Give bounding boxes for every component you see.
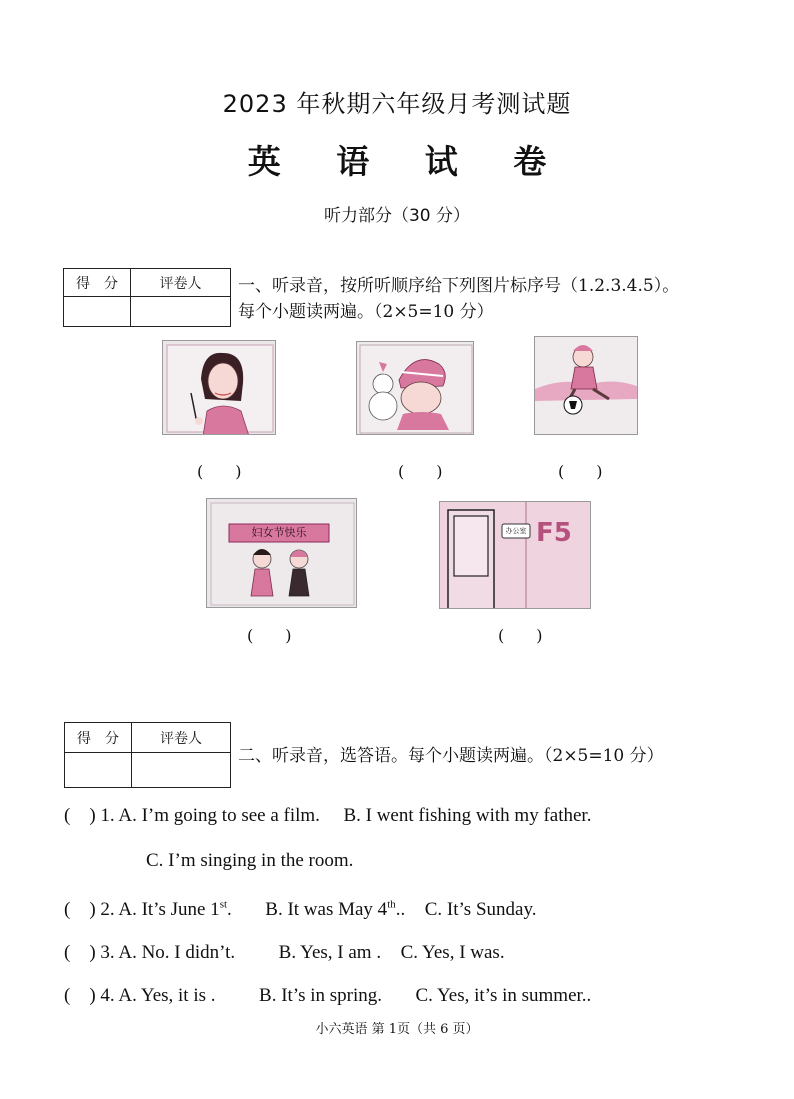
answer-paren[interactable]: ( ) bbox=[64, 985, 96, 1006]
page-footer: 小六英语 第 1页（共 6 页） bbox=[315, 1022, 479, 1037]
answer-paren[interactable]: ( ) bbox=[64, 942, 96, 963]
picture-girl-snowman bbox=[356, 341, 474, 435]
answer-blank-4[interactable]: ( ) bbox=[247, 626, 292, 645]
question-number: 3. bbox=[100, 942, 115, 963]
section-title: 听力部分（30 分） bbox=[323, 206, 471, 226]
score-cell[interactable] bbox=[65, 753, 132, 788]
option-a: A. I’m going to see a film. bbox=[118, 805, 320, 826]
option-a: A. It’s June 1st. bbox=[118, 898, 232, 920]
floor-label: F5 bbox=[536, 518, 572, 548]
answer-blank-3[interactable]: ( ) bbox=[558, 462, 603, 481]
score-label: 得 分 bbox=[64, 269, 131, 297]
option-a: A. No. I didn’t. bbox=[118, 942, 236, 963]
answer-blank-2[interactable]: ( ) bbox=[398, 462, 443, 481]
section1-instruction-line1: 一、听录音，按所听顺序给下列图片标序号（1.2.3.4.5）。 bbox=[238, 276, 680, 296]
picture-boy-football bbox=[534, 336, 638, 435]
score-box-2 bbox=[64, 722, 231, 788]
grader-cell[interactable] bbox=[131, 297, 231, 327]
option-c: C. I’m singing in the room. bbox=[146, 850, 354, 871]
question-2 bbox=[64, 894, 536, 921]
question-number: 4. bbox=[100, 985, 115, 1006]
picture-womens-day bbox=[206, 498, 357, 608]
option-b: B. Yes, I am . bbox=[278, 942, 382, 963]
exam-title: 2023 年秋期六年级月考测试题 bbox=[222, 90, 572, 118]
answer-paren[interactable]: ( ) bbox=[64, 899, 96, 920]
section1-instruction-line2: 每个小题读两遍。（2×5=10 分） bbox=[238, 302, 494, 322]
answer-blank-5[interactable]: ( ) bbox=[498, 626, 543, 645]
option-c: C. Yes, it’s in summer.. bbox=[415, 985, 592, 1006]
option-a: A. Yes, it is . bbox=[118, 985, 216, 1006]
question-4 bbox=[64, 980, 591, 1007]
option-c: C. It’s Sunday. bbox=[424, 899, 537, 920]
picture-office-door bbox=[439, 501, 591, 609]
office-sign: 办公室 bbox=[505, 527, 527, 535]
question-1-option-c bbox=[146, 850, 353, 872]
question-1 bbox=[64, 800, 591, 827]
banner-text: 妇女节快乐 bbox=[251, 526, 307, 539]
question-3 bbox=[64, 937, 505, 964]
section2-instruction: 二、听录音，选答语。每个小题读两遍。（2×5=10 分） bbox=[238, 746, 664, 766]
grader-cell[interactable] bbox=[132, 753, 231, 788]
option-c: C. Yes, I was. bbox=[400, 942, 505, 963]
picture-teacher bbox=[162, 340, 276, 435]
option-b: B. I went fishing with my father. bbox=[343, 805, 592, 826]
answer-paren[interactable]: ( ) bbox=[64, 805, 96, 826]
score-label: 得 分 bbox=[65, 723, 132, 753]
subject-title: 英 语 试 卷 bbox=[247, 142, 569, 181]
question-number: 1. bbox=[100, 805, 115, 826]
score-box-1 bbox=[63, 268, 231, 327]
answer-blank-1[interactable]: ( ) bbox=[197, 462, 242, 481]
score-cell[interactable] bbox=[64, 297, 131, 327]
grader-label: 评卷人 bbox=[132, 723, 231, 753]
question-number: 2. bbox=[100, 899, 115, 920]
grader-label: 评卷人 bbox=[131, 269, 231, 297]
option-b: B. It was May 4th.. bbox=[265, 898, 406, 920]
option-b: B. It’s in spring. bbox=[259, 985, 382, 1006]
